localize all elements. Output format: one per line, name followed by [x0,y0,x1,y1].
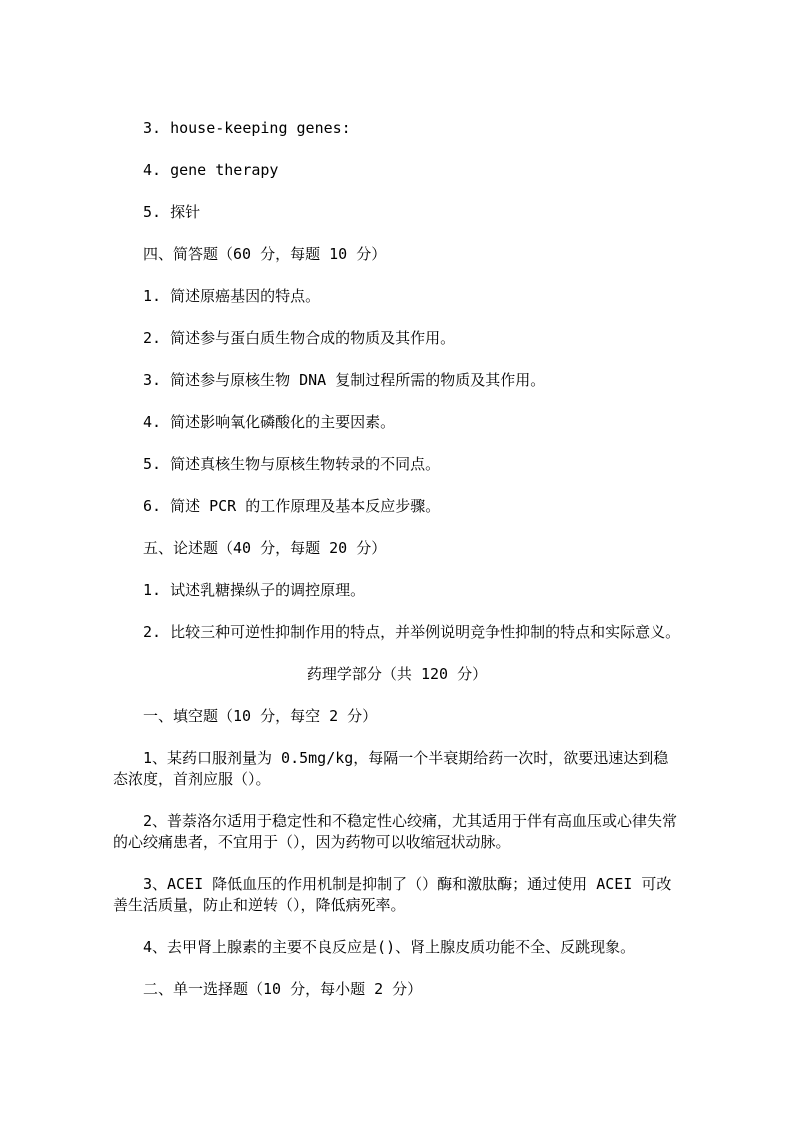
short-answer-question-1: 1. 简述原癌基因的特点。 [143,287,321,305]
essay-question-2: 2. 比较三种可逆性抑制作用的特点，并举例说明竞争性抑制的特点和实际意义。 [143,623,681,641]
fill-blank-question-3: 3、ACEI 降低血压的作用机制是抑制了（）酶和激肽酶；通过使用 ACEI 可改善生活质量，防止和逆转（），降低病死率。 [113,875,672,914]
short-answer-question-6: 6. 简述 PCR 的工作原理及基本反应步骤。 [143,497,441,515]
term-question-5: 5. 探针 [143,203,201,221]
fill-blank-question-1: 1、某药口服剂量为 0.5mg/kg，每隔一个半衰期给药一次时，欲要迅速达到稳态浓度，首剂应服（）。 [113,749,669,788]
section-heading-single-choice: 二、单一选择题（10 分，每小题 2 分） [143,980,423,998]
short-answer-question-5: 5. 简述真核生物与原核生物转录的不同点。 [143,455,441,473]
short-answer-question-4: 4. 简述影响氧化磷酸化的主要因素。 [143,413,396,431]
term-question-4: 4. gene therapy [143,161,279,179]
essay-question-1: 1. 试述乳糖操纵子的调控原理。 [143,581,366,599]
section-heading-essay: 五、论述题（40 分，每题 20 分） [143,539,387,557]
document-content [113,118,681,1021]
section-heading-fill-blank: 一、填空题（10 分，每空 2 分） [143,707,378,725]
fill-blank-question-2: 2、普萘洛尔适用于稳定性和不稳定性心绞痛，尤其适用于伴有高血压或心律失常的心绞痛患者，不宜用于（），因为药物可以收缩冠状动脉。 [113,812,678,851]
part-title-pharmacology: 药理学部分（共 120 分） [306,665,488,683]
section-heading-short-answer: 四、简答题（60 分，每题 10 分） [143,245,387,263]
term-question-3: 3. house-keeping genes: [143,119,351,137]
short-answer-question-3: 3. 简述参与原核生物 DNA 复制过程所需的物质及其作用。 [143,371,546,389]
fill-blank-question-4: 4、去甲肾上腺素的主要不良反应是()、肾上腺皮质功能不全、反跳现象。 [143,938,636,956]
short-answer-question-2: 2. 简述参与蛋白质生物合成的物质及其作用。 [143,329,456,347]
